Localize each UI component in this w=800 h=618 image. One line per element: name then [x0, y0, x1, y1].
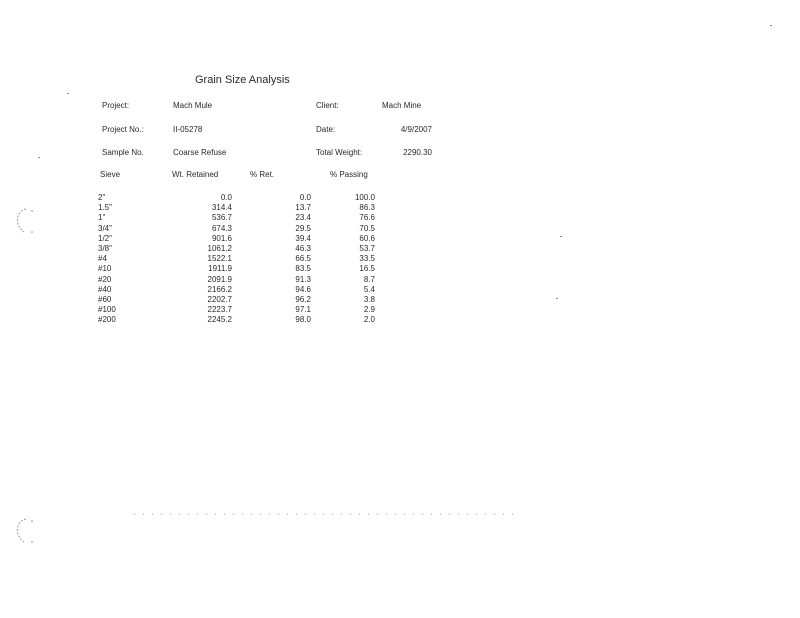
wt-retained-cell: 901.6: [211, 233, 232, 243]
table-row: [0, 295, 800, 305]
pct-ret-cell: 83.5: [295, 264, 311, 274]
pct-passing-cell: 70.5: [359, 223, 375, 233]
pct-passing-cell: 86.3: [359, 203, 375, 213]
pct-ret-cell: 46.3: [295, 243, 311, 253]
scan-speck: [560, 236, 562, 237]
table-row: [0, 285, 800, 295]
sieve-cell: #60: [98, 294, 112, 304]
project-no-value: II-05278: [173, 125, 203, 134]
total-weight-value: 2290.30: [403, 148, 432, 157]
pct-ret-header: % Ret.: [250, 170, 275, 179]
sieve-cell: 1": [98, 213, 106, 223]
sieve-cell: #200: [98, 315, 116, 325]
sieve-header: Sieve: [100, 170, 121, 179]
pct-ret-cell: 66.5: [295, 254, 311, 264]
sieve-cell: 1.5": [98, 203, 112, 213]
wt-retained-header: Wt. Retained: [172, 170, 219, 179]
wt-retained-cell: 2166.2: [207, 284, 232, 294]
table-row: [0, 193, 800, 203]
sieve-cell: #20: [98, 274, 112, 284]
wt-retained-cell: 2091.9: [207, 274, 232, 284]
sieve-cell: #4: [98, 254, 107, 264]
hole-punch-mark-top: [10, 205, 36, 237]
dotted-scan-line: [130, 513, 520, 515]
table-row: [0, 305, 800, 315]
table-row: [0, 244, 800, 254]
project-label: Project:: [102, 101, 130, 110]
pct-ret-cell: 23.4: [295, 213, 311, 223]
client-value: Mach Mine: [382, 101, 422, 110]
sieve-cell: #10: [98, 264, 112, 274]
table-row: [0, 315, 800, 325]
hole-punch-mark-bottom: [10, 515, 36, 547]
grain-size-table: [0, 193, 800, 325]
wt-retained-cell: 674.3: [211, 223, 232, 233]
pct-passing-cell: 53.7: [359, 243, 375, 253]
project-value: Mach Mule: [173, 101, 213, 110]
client-label: Client:: [316, 101, 339, 110]
pct-passing-cell: 8.7: [363, 274, 375, 284]
table-row: [0, 203, 800, 213]
date-value: 4/9/2007: [400, 125, 432, 134]
pct-passing-cell: 3.8: [363, 294, 375, 304]
wt-retained-cell: 2223.7: [207, 305, 232, 315]
pct-passing-cell: 2.9: [363, 305, 375, 315]
pct-passing-cell: 60.6: [359, 233, 375, 243]
pct-passing-header: % Passing: [330, 170, 368, 179]
wt-retained-cell: 1911.9: [208, 264, 232, 274]
wt-retained-cell: 2245.2: [207, 315, 232, 325]
pct-passing-cell: 33.5: [359, 254, 375, 264]
pct-ret-cell: 91.3: [295, 274, 311, 284]
wt-retained-cell: 2202.7: [207, 294, 232, 304]
table-row: [0, 264, 800, 274]
table-row: [0, 275, 800, 285]
scan-speck: [556, 298, 558, 299]
date-label: Date:: [316, 125, 336, 134]
wt-retained-cell: 1522.1: [207, 254, 232, 264]
scan-speck: [67, 93, 69, 94]
table-row: [0, 234, 800, 244]
pct-ret-cell: 98.0: [295, 315, 311, 325]
sieve-cell: 3/4": [98, 223, 112, 233]
wt-retained-cell: 536.7: [211, 213, 232, 223]
sieve-cell: 1/2": [98, 233, 112, 243]
pct-passing-cell: 5.4: [363, 284, 375, 294]
sieve-cell: 2": [98, 193, 106, 202]
sieve-cell: #100: [98, 305, 116, 315]
pct-passing-cell: 100.0: [354, 193, 375, 202]
scan-speck: [770, 25, 772, 26]
sample-no-value: Coarse Refuse: [173, 148, 227, 157]
scan-speck: [38, 157, 40, 158]
pct-passing-cell: 2.0: [363, 315, 375, 325]
pct-ret-cell: 39.4: [295, 233, 311, 243]
pct-passing-cell: 76.6: [359, 213, 375, 223]
project-no-label: Project No.:: [102, 125, 144, 134]
wt-retained-cell: 1061.2: [207, 243, 232, 253]
total-weight-label: Total Weight:: [316, 148, 363, 157]
table-row: [0, 254, 800, 264]
wt-retained-cell: 314.4: [211, 203, 232, 213]
pct-ret-cell: 29.5: [295, 223, 311, 233]
pct-passing-cell: 16.5: [359, 264, 375, 274]
wt-retained-cell: 0.0: [220, 193, 232, 202]
pct-ret-cell: 96.2: [295, 294, 311, 304]
table-row: [0, 213, 800, 223]
document-title: Grain Size Analysis: [195, 74, 290, 86]
sieve-cell: #40: [98, 284, 112, 294]
table-row: [0, 224, 800, 234]
sieve-cell: 3/8": [98, 243, 112, 253]
sample-no-label: Sample No.: [102, 148, 144, 157]
pct-ret-cell: 97.1: [295, 305, 311, 315]
pct-ret-cell: 94.6: [295, 284, 311, 294]
pct-ret-cell: 13.7: [295, 203, 311, 213]
pct-ret-cell: 0.0: [299, 193, 311, 202]
